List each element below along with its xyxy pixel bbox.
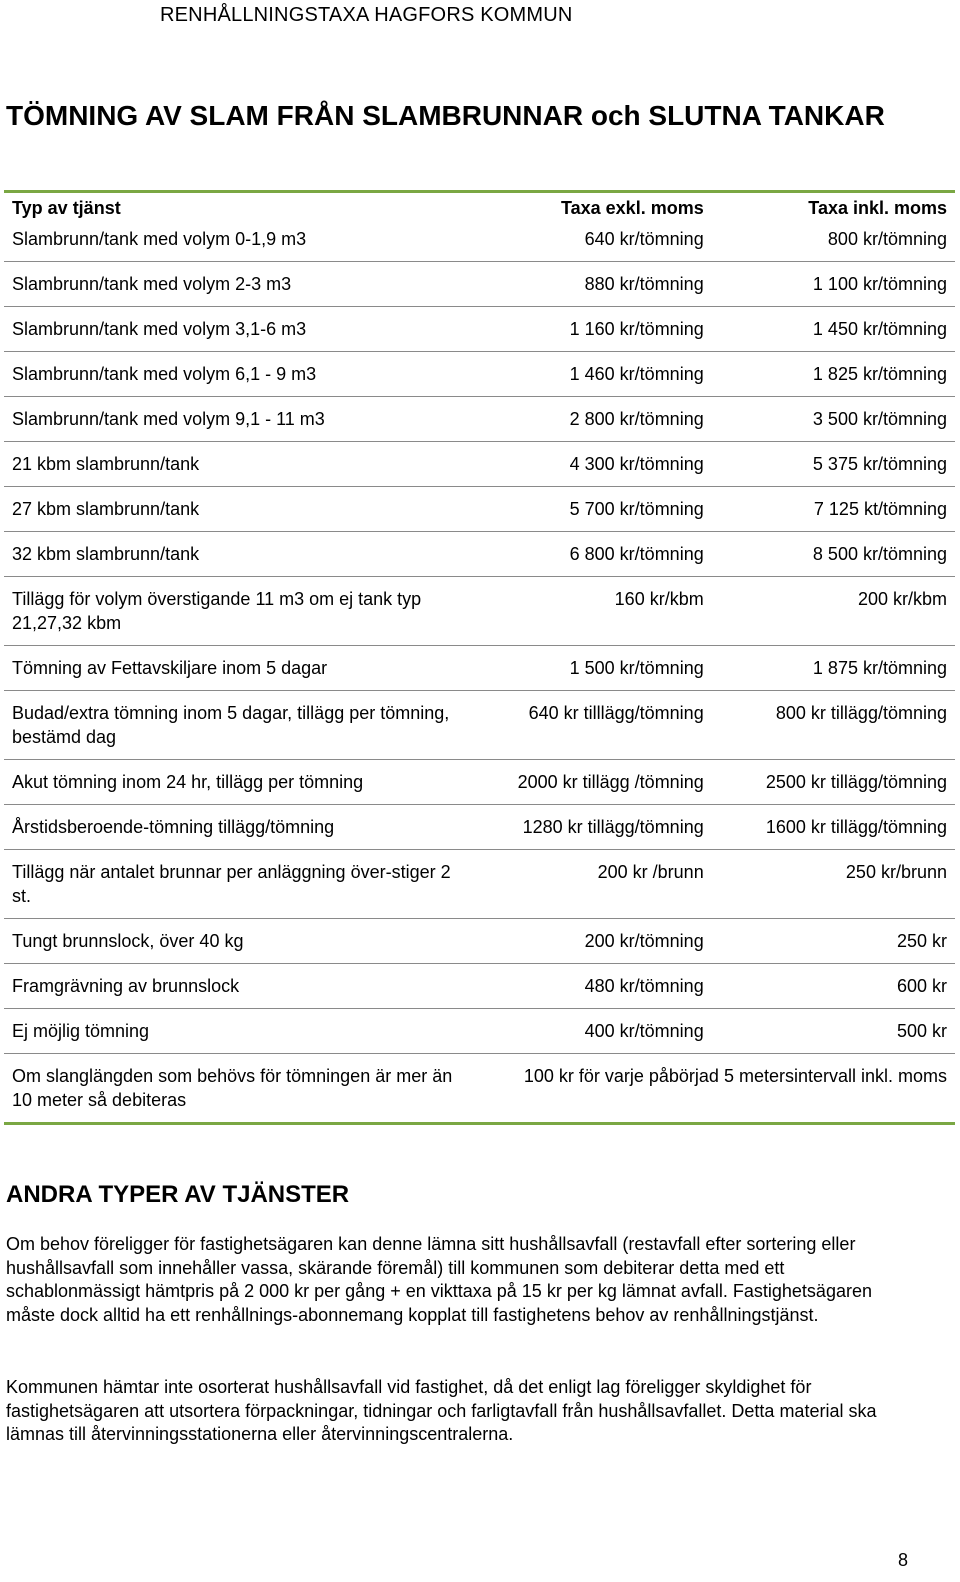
- service-cell: 32 kbm slambrunn/tank: [12, 544, 200, 564]
- service-cell: Tungt brunnslock, över 40 kg: [12, 931, 244, 951]
- table-row: [4, 850, 955, 919]
- price-incl-cell: 800 kr/tömning: [827, 229, 947, 249]
- price-incl-cell: 250 kr: [896, 931, 947, 951]
- price-incl-cell: 200 kr/kbm: [857, 589, 947, 609]
- price-incl-cell: 500 kr: [896, 1021, 947, 1041]
- service-cell: Framgrävning av brunnslock: [12, 976, 240, 996]
- price-incl-cell: 1600 kr tillägg/tömning: [765, 817, 947, 837]
- table-row: [4, 691, 955, 760]
- table-row-hose-length: [4, 1054, 955, 1124]
- service-cell: Om slanglängden som behövs för tömningen är mer än 10 meter så debiteras: [12, 1066, 453, 1110]
- price-excl-cell: 2 800 kr/tömning: [569, 409, 704, 429]
- table-row: [4, 919, 955, 964]
- service-cell: Tillägg när antalet brunnar per anläggning över-stiger 2 st.: [12, 862, 451, 906]
- table-row: [4, 223, 955, 262]
- price-incl-cell: 2500 kr tillägg/tömning: [765, 772, 947, 792]
- running-header: RENHÅLLNINGSTAXA HAGFORS KOMMUN: [160, 4, 573, 26]
- price-excl-cell: 4 300 kr/tömning: [569, 454, 704, 474]
- table-row: [4, 805, 955, 850]
- price-excl-cell: 880 kr/tömning: [584, 274, 704, 294]
- price-excl-cell: 640 kr tilllägg/tömning: [528, 703, 704, 723]
- service-cell: Slambrunn/tank med volym 6,1 - 9 m3: [12, 364, 317, 384]
- price-excl-cell: 200 kr /brunn: [597, 862, 704, 882]
- price-excl-cell: 1 460 kr/tömning: [569, 364, 704, 384]
- column-header-incl-vat: Taxa inkl. moms: [808, 198, 947, 218]
- section-title-slam: TÖMNING AV SLAM FRÅN SLAMBRUNNAR och SLUTNA TANKAR: [6, 100, 885, 131]
- price-incl-cell: 1 100 kr/tömning: [812, 274, 947, 294]
- service-cell: Tömning av Fettavskiljare inom 5 dagar: [12, 658, 328, 678]
- paragraph-unsorted-waste: Kommunen hämtar inte osorterat hushållsavfall vid fastighet, då det enligt lag föreligger skyldighet för fastighetsägaren att utsortera förpackningar, tidningar och farligtavfall från hushållsavfallet. Detta material ska lämnas till återvinningsstationerna eller återvinningscentralerna.: [6, 1377, 877, 1444]
- column-header-excl-vat: Taxa exkl. moms: [560, 198, 704, 218]
- price-excl-cell: 160 kr/kbm: [614, 589, 704, 609]
- price-excl-cell: 6 800 kr/tömning: [569, 544, 704, 564]
- paragraph-household-waste-dropoff: Om behov föreligger för fastighetsägaren kan denne lämna sitt hushållsavfall (restavfall efter sortering eller hushållsavfall som innehåller vassa, skärande föremål) till kommunen som debiterar detta med ett schablonmässigt hämtpris på 2 000 kr per gång + en vikttaxa på 15 kr per kg lämnat avfall. Fastighetsägaren måste dock alltid ha ett renhållnings-abonnemang kopplat till fastighetens behov av renhållningstjänst.: [6, 1234, 872, 1325]
- price-excl-cell: 1280 kr tillägg/tömning: [522, 817, 704, 837]
- table-row: [4, 1009, 955, 1054]
- price-incl-cell: 1 875 kr/tömning: [812, 658, 947, 678]
- table-row: [4, 760, 955, 805]
- price-incl-cell: 250 kr/brunn: [845, 862, 947, 882]
- price-table: [4, 190, 955, 1125]
- table-header-row: [4, 192, 955, 224]
- price-incl-cell: 600 kr: [896, 976, 947, 996]
- price-excl-cell: 400 kr/tömning: [584, 1021, 704, 1041]
- price-incl-cell: 7 125 kt/tömning: [813, 499, 947, 519]
- price-excl-cell: 640 kr/tömning: [584, 229, 704, 249]
- price-excl-cell: 480 kr/tömning: [584, 976, 704, 996]
- service-cell: Budad/extra tömning inom 5 dagar, tillägg per tömning, bestämd dag: [12, 703, 450, 747]
- service-cell: Akut tömning inom 24 hr, tillägg per tömning: [12, 772, 364, 792]
- price-excl-cell: 200 kr/tömning: [584, 931, 704, 951]
- price-incl-cell: 3 500 kr/tömning: [812, 409, 947, 429]
- price-excl-cell: 1 500 kr/tömning: [569, 658, 704, 678]
- price-incl-cell: 5 375 kr/tömning: [812, 454, 947, 474]
- service-cell: 27 kbm slambrunn/tank: [12, 499, 200, 519]
- table-row: [4, 964, 955, 1009]
- service-cell: Årstidsberoende-tömning tillägg/tömning: [12, 817, 335, 837]
- service-cell: Tillägg för volym överstigande 11 m3 om ej tank typ 21,27,32 kbm: [12, 589, 422, 633]
- table-row: [4, 442, 955, 487]
- table-row: [4, 532, 955, 577]
- service-cell: Slambrunn/tank med volym 3,1-6 m3: [12, 319, 307, 339]
- price-incl-cell: 1 450 kr/tömning: [812, 319, 947, 339]
- column-header-service: Typ av tjänst: [12, 198, 121, 218]
- section-title-other-services: ANDRA TYPER AV TJÄNSTER: [6, 1181, 350, 1208]
- table-row: [4, 262, 955, 307]
- price-excl-cell: 5 700 kr/tömning: [569, 499, 704, 519]
- service-cell: 21 kbm slambrunn/tank: [12, 454, 200, 474]
- price-incl-cell: 1 825 kr/tömning: [812, 364, 947, 384]
- price-merged-cell: 100 kr för varje påbörjad 5 metersintervall inkl. moms: [523, 1066, 947, 1086]
- page-number: 8: [898, 1550, 909, 1570]
- service-cell: Slambrunn/tank med volym 0-1,9 m3: [12, 229, 307, 249]
- service-cell: Slambrunn/tank med volym 9,1 - 11 m3: [12, 409, 325, 429]
- table-row: [4, 352, 955, 397]
- table-row: [4, 307, 955, 352]
- service-cell: Slambrunn/tank med volym 2-3 m3: [12, 274, 292, 294]
- table-row: [4, 646, 955, 691]
- table-row: [4, 577, 955, 646]
- price-incl-cell: 800 kr tillägg/tömning: [775, 703, 947, 723]
- service-cell: Ej möjlig tömning: [12, 1021, 150, 1041]
- price-excl-cell: 2000 kr tillägg /tömning: [517, 772, 704, 792]
- price-excl-cell: 1 160 kr/tömning: [569, 319, 704, 339]
- table-row: [4, 487, 955, 532]
- table-row: [4, 397, 955, 442]
- price-incl-cell: 8 500 kr/tömning: [812, 544, 947, 564]
